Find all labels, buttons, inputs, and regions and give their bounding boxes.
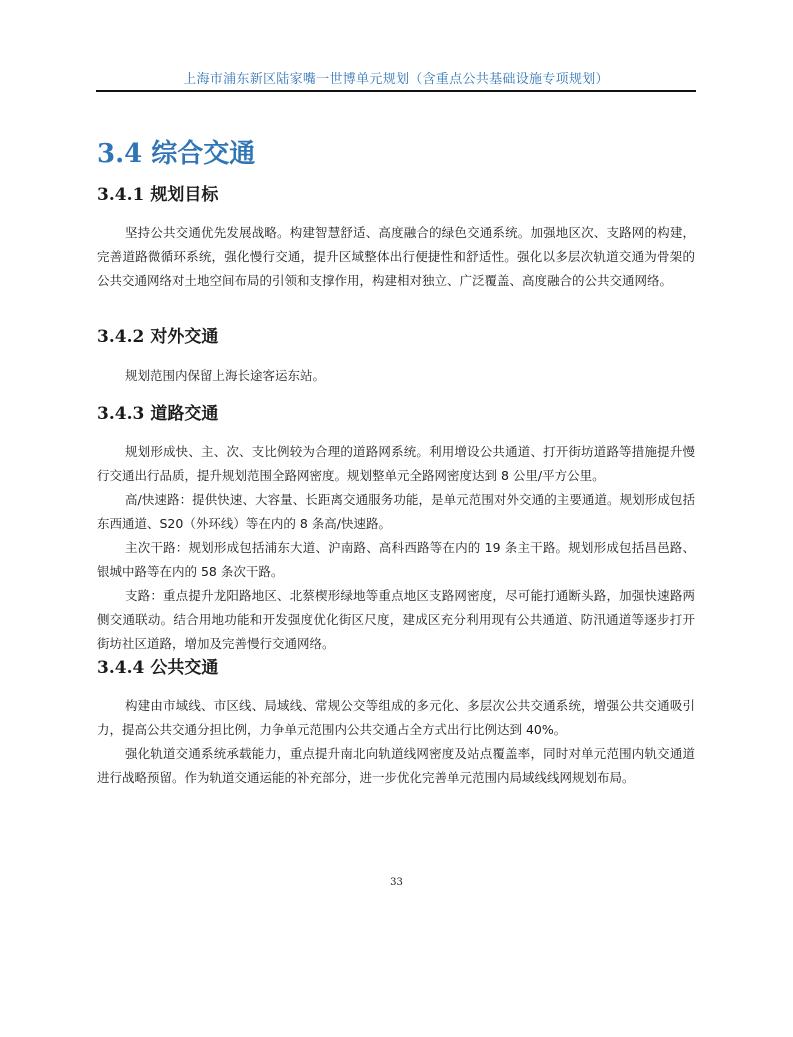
paragraph: 强化轨道交通系统承载能力，重点提升南北向轨道线网密度及站点覆盖率，同时对单元范围内轨交通道进行战略预留。作为轨道交通运能的补充部分，进一步优化完善单元范围内局域线线网规划布局。 bbox=[97, 746, 695, 785]
section-number: 3.4 bbox=[97, 139, 143, 169]
subsection-heading-external-traffic bbox=[97, 325, 218, 349]
header-rule bbox=[96, 90, 696, 92]
paragraph: 规划形成快、主、次、支比例较为合理的道路网系统。利用增设公共通道、打开街坊道路等措施提升慢行交通出行品质，提升规划范围全路网密度。规划整单元全路网密度达到 8 公里/平方公里。 bbox=[97, 444, 695, 483]
subsection-heading-road-traffic bbox=[97, 402, 218, 426]
running-header: 上海市浦东新区陆家嘴一世博单元规划（含重点公共基础设施专项规划） bbox=[183, 72, 609, 87]
subsection-number: 3.4.2 bbox=[97, 327, 145, 347]
paragraph: 规划范围内保留上海长途客运东站。 bbox=[125, 368, 326, 383]
subsection-title: 对外交通 bbox=[150, 327, 219, 347]
paragraph: 构建由市域线、市区线、局域线、常规公交等组成的多元化、多层次公共交通系统，增强公共交通吸引力，提高公共交通分担比例，力争单元范围内公共交通占全方式出行比例达到 40%。 bbox=[97, 698, 695, 737]
page-number: 33 bbox=[390, 877, 403, 888]
subsection-number: 3.4.4 bbox=[97, 658, 145, 678]
paragraph: 坚持公共交通优先发展战略。构建智慧舒适、高度融合的绿色交通系统。加强地区次、支路网的构建，完善道路微循环系统，强化慢行交通，提升区域整体出行便捷性和舒适性。强化以多层次轨道交通为骨架的公共交通网络对土地空间布局的引领和支撑作用，构建相对独立、广泛覆盖、高度融合的公共交通网络。 bbox=[97, 225, 695, 288]
subsection-heading-planning-goals bbox=[97, 183, 218, 207]
subsection-heading-public-transport bbox=[97, 656, 218, 680]
section-title-text: 综合交通 bbox=[151, 139, 256, 169]
subsection-number: 3.4.1 bbox=[97, 185, 145, 205]
paragraph: 支路：重点提升龙阳路地区、北蔡楔形绿地等重点地区支路网密度，尽可能打通断头路，加强快速路两侧交通联动。结合用地功能和开发强度优化街区尺度，建成区充分利用现有公共通道、防汛通道等逐步打开街坊社区道路，增加及完善慢行交通网络。 bbox=[97, 588, 695, 651]
section-title bbox=[97, 134, 255, 174]
subsection-title: 公共交通 bbox=[150, 658, 219, 678]
subsection-title: 道路交通 bbox=[150, 404, 219, 424]
subsection-title: 规划目标 bbox=[150, 185, 219, 205]
paragraph: 高/快速路：提供快速、大容量、长距离交通服务功能，是单元范围对外交通的主要通道。规划形成包括东西通道、S20（外环线）等在内的 8 条高/快速路。 bbox=[97, 492, 695, 531]
paragraph: 主次干路：规划形成包括浦东大道、沪南路、高科西路等在内的 19 条主干路。规划形成包括昌邑路、银城中路等在内的 58 条次干路。 bbox=[97, 540, 695, 579]
subsection-number: 3.4.3 bbox=[97, 404, 145, 424]
